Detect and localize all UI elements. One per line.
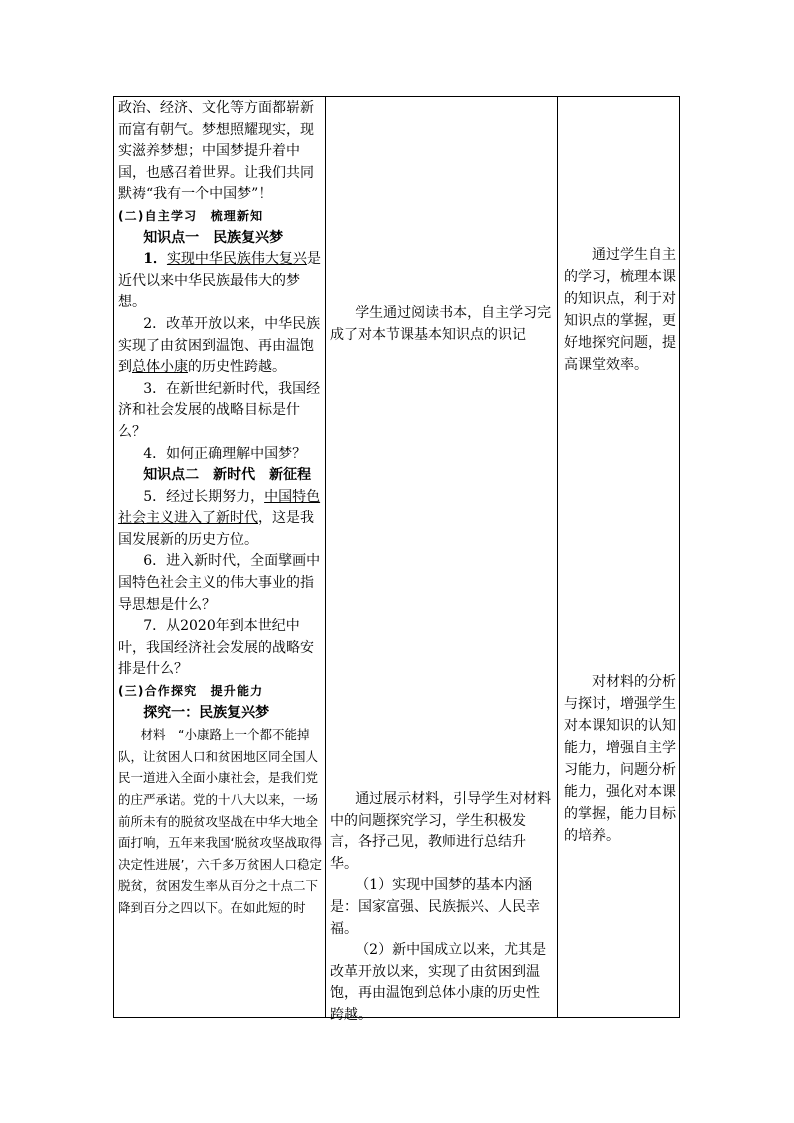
knowledge-point-1: 知识点一 民族复兴梦 — [143, 229, 284, 246]
section-cooperation: (三)合作探究 提升能力 — [118, 684, 264, 699]
question-1: 1．实现中华民族伟大复兴是近代以来中华民族最伟大的梦想。 — [118, 251, 321, 311]
student-activity-text-1: 学生通过阅读书本，自主学习完成了对本节课基本知识点的识记 — [330, 305, 552, 343]
column-divider-1 — [325, 97, 326, 1017]
question-7: 7．从2020年到本世纪中叶，我国经济社会发展的战略安排是什么？ — [118, 618, 314, 678]
student-activity-1 — [330, 303, 552, 346]
lesson-plan-table — [113, 96, 680, 1023]
student-activity-text-2: 通过展示材料，引导学生对材料中的问题探究学习，学生积极发言，各抒己见，教师进行总结升华。 — [330, 791, 552, 872]
explore-1-title: 探究一：民族复兴梦 — [143, 704, 270, 721]
student-answer-1: （1）实现中国梦的基本内涵是：国家富强、民族振兴、人民幸福。 — [330, 877, 540, 937]
design-intent-text-1: 通过学生自主的学习，梳理本课的知识点，利于对知识点的掌握，更好地探究问题，提高课堂效率。 — [564, 247, 676, 373]
question-5: 5．经过长期努力，中国特色社会主义进入了新时代，这是我国发展新的历史方位。 — [118, 488, 321, 548]
student-answer-2: （2）新中国成立以来，尤其是改革开放以来，实现了由贫困到温饱，再由温饱到总体小康的历史性跨越。 — [330, 942, 547, 1023]
design-intent-2 — [564, 671, 676, 847]
intro-text: 政治、经济、文化等方面都崭新而富有朝气。梦想照耀现实，现实滋养梦想；中国梦提升着中国，也感召着世界。让我们共同默祷“我有一个中国梦”！ — [118, 100, 314, 203]
design-intent-text-2: 对材料的分析与探讨，增强学生对本课知识的认知能力，增强自主学习能力，问题分析能力，强化对本课的掌握，能力目标的培养。 — [564, 674, 676, 844]
answer-1: 实现中华民族伟大复兴 — [166, 251, 307, 268]
question-6: 6．进入新时代，全面擘画中国特色社会主义的伟大事业的指导思想是什么？ — [118, 553, 321, 613]
question-2: 2．改革开放以来，中华民族实现了由贫困到温饱、再由温饱到总体小康的历史性跨越。 — [118, 315, 321, 376]
design-intent-1 — [564, 244, 676, 376]
answer-2: 总体小康 — [132, 359, 188, 376]
section-self-study: (二)自主学习 梳理新知 — [118, 208, 264, 223]
teaching-content-column — [118, 98, 322, 919]
answer-5: 中国特色社会主义进入了新时代 — [118, 488, 321, 527]
question-4: 4．如何正确理解中国梦？ — [143, 445, 307, 462]
material-text: 材料 “小康路上一个都不能掉队，让贫困人口和贫困地区同全国人民一道进入全面小康社会，是我们党的庄严承诺。党的十八大以来，一场前所未有的脱贫攻坚战在中华大地全面打响，五年来我国‘脱贫攻坚战取得决定性进展’，六千多万贫困人口稳定脱贫，贫困发生率从百分之十点二下降到百分之四以下。在如此短的时 — [118, 727, 322, 915]
question-3: 3．在新世纪新时代，我国经济和社会发展的战略目标是什么？ — [118, 380, 321, 440]
student-activity-2 — [330, 789, 552, 1027]
knowledge-point-2: 知识点二 新时代 新征程 — [143, 467, 312, 484]
column-divider-2 — [557, 97, 558, 1017]
